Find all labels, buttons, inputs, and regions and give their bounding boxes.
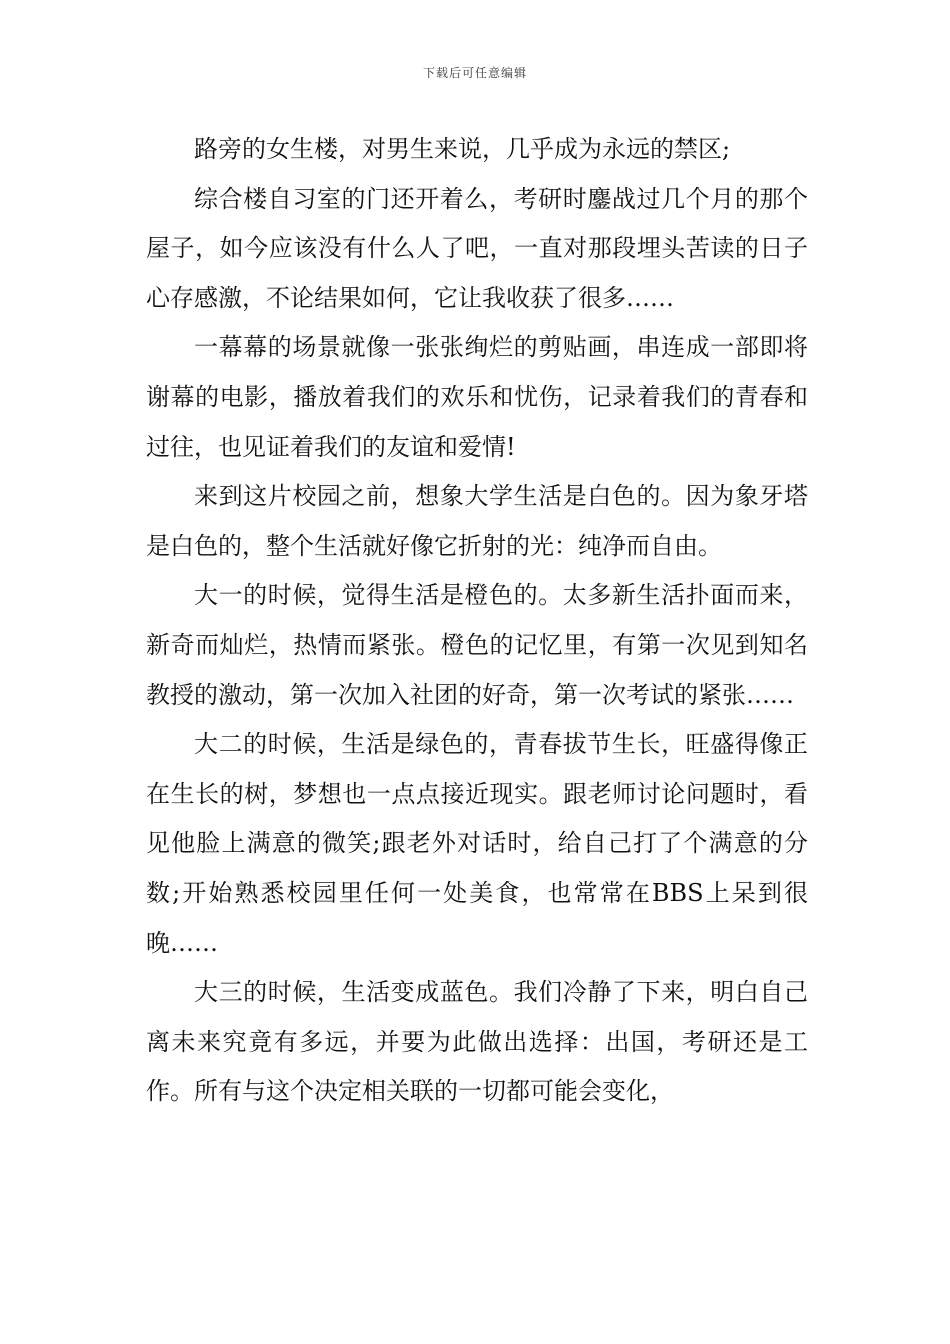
paragraph: 大三的时候，生活变成蓝色。我们冷静了下来，明白自己离未来究竟有多远，并要为此做出选择：出国，考研还是工作。所有与这个决定相关联的一切都可能会变化，: [146, 978, 808, 1106]
paragraph: 大一的时候，觉得生活是橙色的。太多新生活扑面而来，新奇而灿烂，热情而紧张。橙色的记忆里，有第一次见到知名教授的激动，第一次加入社团的好奇，第一次考试的紧张……: [146, 581, 808, 709]
page-header: 下载后可任意编辑: [422, 66, 527, 80]
paragraph: 来到这片校园之前，想象大学生活是白色的。因为象牙塔是白色的，整个生活就好像它折射的光：纯净而自由。: [146, 482, 808, 560]
paragraph: 大二的时候，生活是绿色的，青春拔节生长，旺盛得像正在生长的树，梦想也一点点接近现实。跟老师讨论问题时，看见他脸上满意的微笑;跟老外对话时，给自己打了个满意的分数;开始熟悉校园里任何一处美食，也常常在BBS上呆到很晚……: [146, 730, 808, 957]
paragraph: 综合楼自习室的门还开着么，考研时鏖战过几个月的那个屋子，如今应该没有什么人了吧，一直对那段埋头苦读的日子心存感激，不论结果如何，它让我收获了很多……: [146, 184, 808, 312]
paragraph: 一幕幕的场景就像一张张绚烂的剪贴画，串连成一部即将谢幕的电影，播放着我们的欢乐和忧伤，记录着我们的青春和过往，也见证着我们的友谊和爱情!: [146, 333, 808, 461]
paragraph: 路旁的女生楼，对男生来说，几乎成为永远的禁区;: [194, 135, 731, 163]
document-body: [146, 125, 808, 1117]
